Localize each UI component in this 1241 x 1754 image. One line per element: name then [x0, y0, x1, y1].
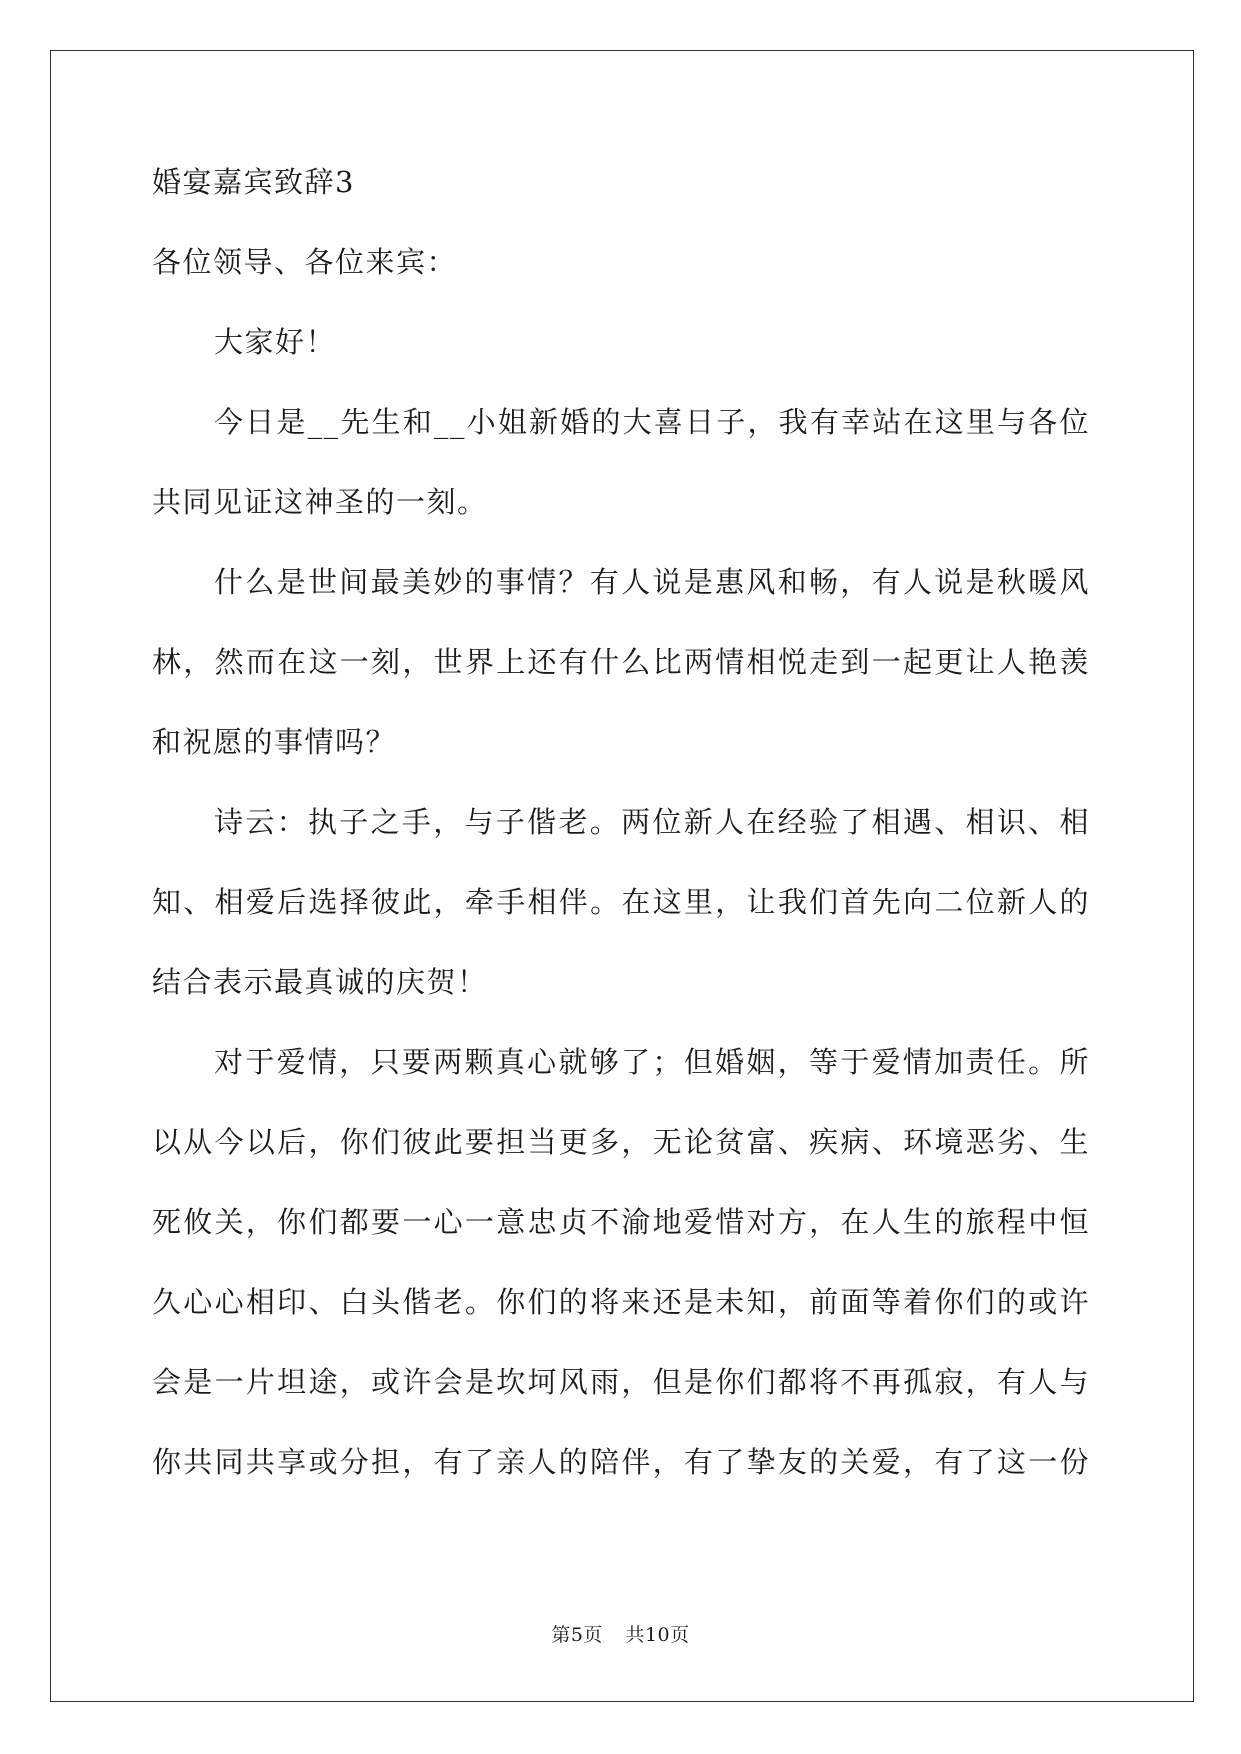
text-line: 结合表示最真诚的庆贺！ [152, 965, 488, 999]
page-number: 第5页 [551, 1624, 603, 1646]
text-line: 什么是世间最美妙的事情？有人说是惠风和畅，有人说是秋暖风 [214, 565, 1090, 599]
page-footer [0, 1620, 1241, 1647]
text-line: 今日是__先生和__小姐新婚的大喜日子，我有幸站在这里与各位 [214, 405, 1090, 439]
salutation: 各位领导、各位来宾： [152, 245, 458, 279]
text-line: 你共同共享或分担，有了亲人的陪伴，有了挚友的关爱，有了这一份 [152, 1445, 1090, 1479]
text-line: 以从今以后，你们彼此要担当更多，无论贫富、疾病、环境恶劣、生 [152, 1125, 1090, 1159]
text-line: 共同见证这神圣的一刻。 [152, 485, 488, 519]
document-body [152, 162, 1090, 1502]
text-line: 和祝愿的事情吗？ [152, 725, 397, 759]
text-line: 知、相爱后选择彼此，牵手相伴。在这里，让我们首先向二位新人的 [152, 885, 1090, 919]
text-line: 大家好！ [214, 325, 337, 359]
text-line: 对于爱情，只要两颗真心就够了；但婚姻，等于爱情加责任。所 [214, 1045, 1090, 1079]
text-line: 死攸关，你们都要一心一意忠贞不渝地爱惜对方，在人生的旅程中恒 [152, 1205, 1090, 1239]
document-title: 婚宴嘉宾致辞3 [152, 165, 355, 199]
text-line: 林，然而在这一刻，世界上还有什么比两情相悦走到一起更让人艳羡 [152, 645, 1090, 679]
text-line: 会是一片坦途，或许会是坎坷风雨，但是你们都将不再孤寂，有人与 [152, 1365, 1090, 1399]
page-total: 共10页 [625, 1624, 690, 1646]
text-line: 诗云：执子之手，与子偕老。两位新人在经验了相遇、相识、相 [214, 805, 1090, 839]
text-line: 久心心相印、白头偕老。你们的将来还是未知，前面等着你们的或许 [152, 1285, 1090, 1319]
